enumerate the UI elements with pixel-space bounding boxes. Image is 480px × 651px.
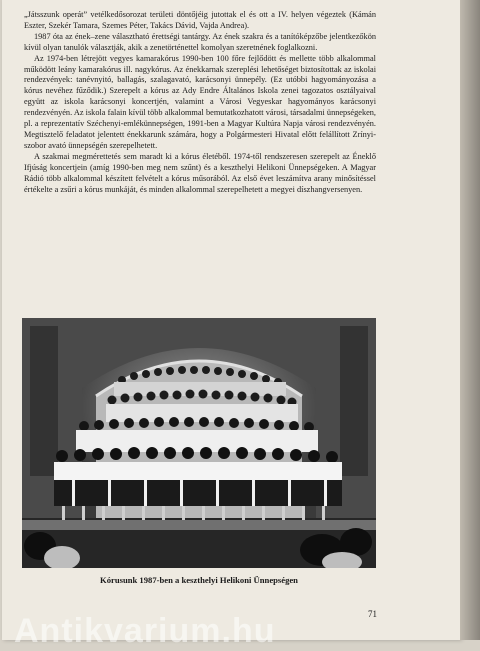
body-text [24, 10, 376, 195]
paragraph-competitions: A szakmai megmérettetés sem maradt ki a kórus életéből. 1974-től rendszeresen szerepelt az Éneklő Ifjúság koncertjein (amíg 1990-ben meg nem szűnt) és a keszthelyi Helikoni Ünnepségeken. A Magyar Rádió több alkalommal készített felvételt a kórus műsorából. Az első évet leszámítva arany minősítéssel értékelte a zsűri a kórus munkáját, és minden alkalommal szerepelhetett a megyei díszhangversenyen. [24, 151, 376, 194]
photo-caption: Kórusunk 1987-ben a keszthelyi Helikoni Ünnepségen [100, 575, 298, 585]
paragraph-chamber-choir: Az 1974-ben létrejött vegyes kamarakórus 1990-ben 100 főre fejlődött és mellette több alkalommal működött leány kamarakórus ill. nagykórus. Az énekkarnak szereplési lehetőséget biztosítottak az iskolai rendezvények: tanévnyitó, ballagás, szalagavató, karácsonyi ünnepély. (Ez utóbbi hagyományozása a kórus nevéhez fűződik.) Szerepelt a kórus az Ady Endre Általános Iskola zenei tagozatos osztályaival együtt az iskola karácsonyi koncertjén, valamint a Városi Vegyeskar hagyományos karácsonyi rendezvényén. Az iskola falain kívül több alkalommal bemutatkozhatott városi, társadalmi ünnepségeken, pl. a reprezentatív Széchenyi-emlékünnepségen, 1991-ben a Magyar Kultúra Napja városi rendezvényén. Megtisztelő feladatot jelentett énekkarunk számára, hogy a Polgármesteri Hivatal előtt felállított Zrínyi-szobor avató ünnepségén szerepelhetett. [24, 53, 376, 150]
page-edge-shadow [460, 0, 480, 640]
paragraph-opera-contest: „Játsszunk operát” vetélkedősorozat területi döntőjéig jutottak el és ott a IV. helyen végeztek (Kámán Eszter, Szekér Tamara, Szemes Péter, Takács Dávid, Vajda Andrea). [24, 10, 376, 30]
paragraph-music-exam: 1987 óta az ének–zene választható érettségi tantárgy. Az ének szakra és a tanítóképzőbe jelentkezőkön kívül olyan tanulók választják, akik a zenetörténettel komolyan szeretnének foglalkozni. [24, 31, 376, 52]
choir-photo-illustration [22, 318, 376, 568]
choir-photo [22, 318, 376, 568]
book-page [2, 0, 460, 640]
page-number: 71 [368, 609, 377, 619]
watermark-logo: Antikvarium.hu [14, 612, 276, 650]
